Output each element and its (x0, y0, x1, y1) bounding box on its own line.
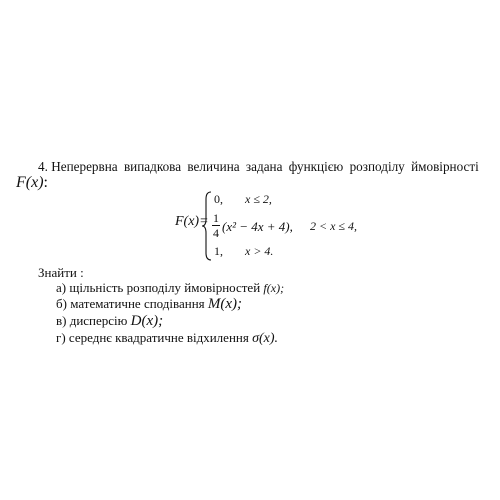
case1-value: 0, (214, 192, 223, 206)
case2-expression: (x² − 4x + 4), (222, 219, 293, 234)
task-item-text: б) математичне сподівання (56, 296, 208, 311)
problem-statement-line1 (38, 159, 479, 175)
case1-condition: x ≤ 2, (245, 192, 272, 206)
task-item-c (56, 313, 163, 330)
problem-number: 4. (38, 159, 48, 174)
task-item-math: σ(x). (252, 331, 279, 346)
task-item-math: f(x); (263, 281, 285, 295)
task-item-math: M(x); (207, 296, 243, 312)
function-colon: : (43, 174, 48, 191)
task-item-text: а) щільність розподілу ймовірностей (56, 280, 264, 295)
case2-condition: 2 < x ≤ 4, (310, 219, 358, 233)
fraction-denominator: 4 (213, 226, 219, 240)
function-label (16, 174, 48, 192)
case3-value: 1, (214, 244, 223, 258)
find-label: Знайти : (38, 265, 84, 280)
function-argument: (x) (25, 174, 44, 191)
task-item-math: D(x); (130, 313, 164, 329)
function-name: F (16, 174, 26, 191)
task-item-text: в) дисперсію (56, 313, 131, 328)
task-item-text: г) середнє квадратичне відхилення (56, 330, 253, 345)
task-item-a (56, 280, 284, 296)
fraction-numerator: 1 (213, 211, 219, 225)
problem-statement-text: Неперервна випадкова величина задана функцією розподілу ймовірності (51, 159, 479, 174)
case3-condition: x > 4. (245, 244, 274, 258)
formula-lhs-text: F(x)= (175, 214, 209, 229)
task-item-d (56, 330, 278, 347)
task-item-b (56, 296, 242, 313)
case2-fraction (212, 212, 220, 239)
